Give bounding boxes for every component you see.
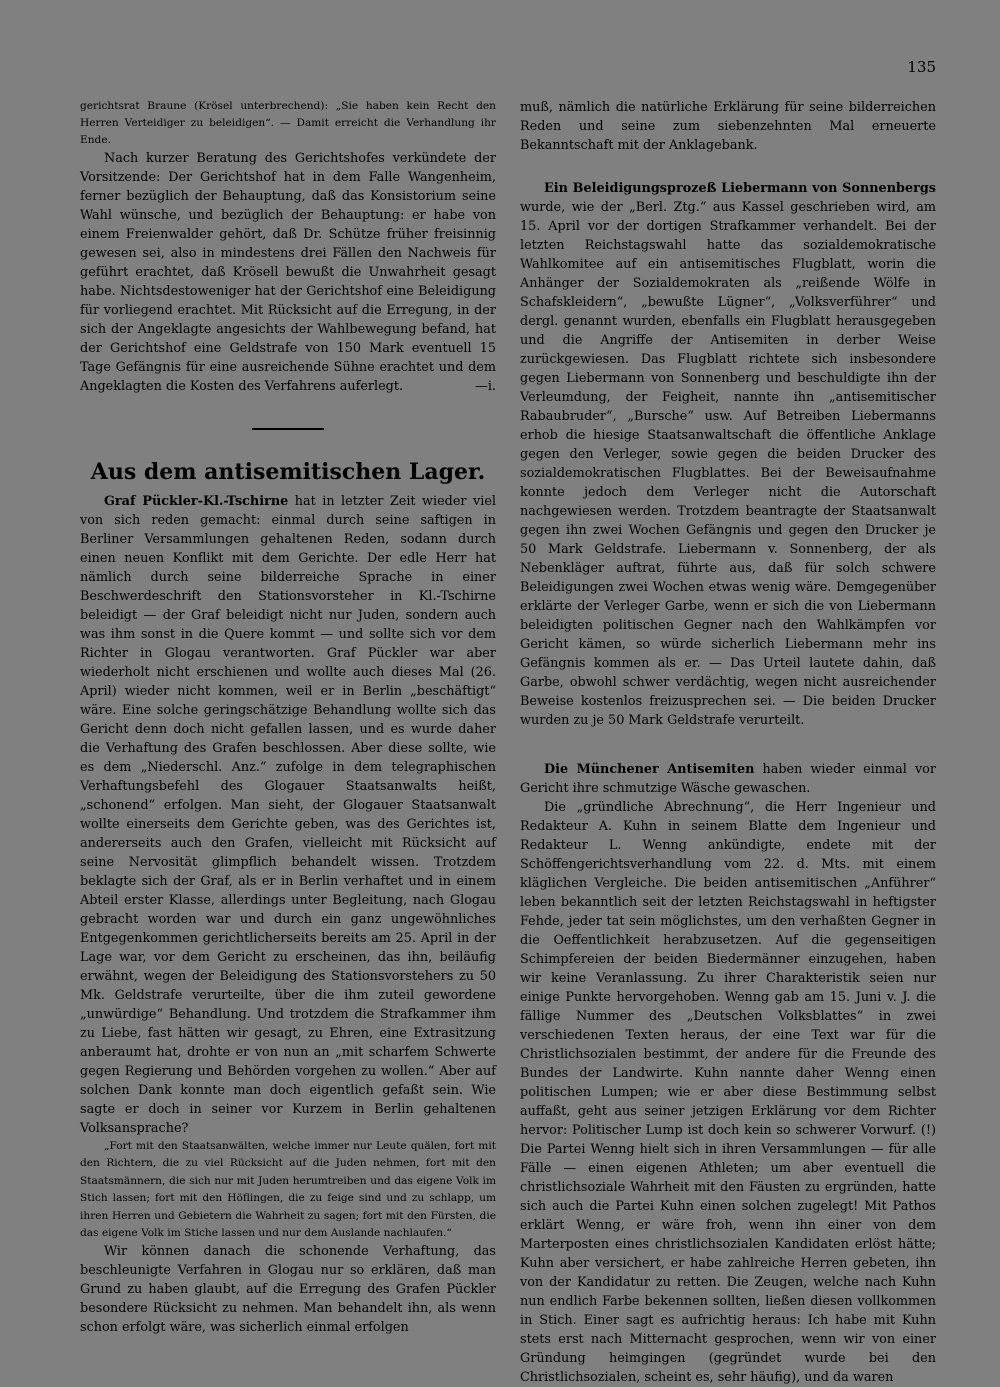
article-paragraph-continued: Wir können danach die schonende Verhaftung, das beschleunigte Verfahren in Glogau nur so erklären, daß man Grund zu haben glaubt, auf die Erregung des Grafen Pückler besondere Rücksicht zu nehmen. Man behandelt ihn, als wenn schon erfolgt wäre, was sicherlich einmal erfolgen [80, 1244, 496, 1336]
speech-quote: „Fort mit den Staatsanwälten, welche immer nur Leute quälen, fort mit den Richtern, die zu viel Rücksicht auf die Juden nehmen, fort mit den Staatsmännern, die sich nur mit Juden herumtreiben und das eigene Volk im Stich lassen; fort mit den Höflingen, die zu feige sind und zu schlapp, um ihren Herren und Gebietern die Wahrheit zu sagen; fort mit den Fürsten, die das eigene Volk im Stiche lassen und nur dem Auslande nachlaufen.“ [80, 1140, 496, 1240]
left-column [80, 98, 496, 1337]
article-lead: Graf Pückler-Kl.-Tschirne [104, 494, 289, 509]
article-text-muenchen: haben wieder einmal vor Gericht ihre schmutzige Wäsche gewaschen. [520, 762, 936, 796]
article-text-liebermann: wurde, wie der „Berl. Ztg.“ aus Kassel geschrieben wird, am 15. April vor der dortigen Strafkammer verhandelt. Bei der letzten Reichstagswahl hatte das sozialdemokratische Wahlkomitee auf ein antisemitisches Flugblatt, worin die Anhänger der Sozialdemokraten als „reißende Wölfe in Schafskleidern“, „bewußte Lügner“, „Volksverführer“ und dergl. genannt wurden, ebenfalls ein Flugblatt herausgegeben und die Angriffe der Antisemiten in derber Weise zurückgewiesen. Das Flugblatt richtete sich insbesondere gegen Liebermann von Sonnenberg und beschuldigte ihn der Verleumdung, der Feigheit, nannte ihn „antisemitischer Rabaubruder“, „Bursche“ usw. Auf Betreiben Liebermanns erhob die hiesige Staatsanwaltschaft die öffentliche Anklage gegen den Verleger, sowie gegen die beiden Drucker des sozialdemokratischen Flugblattes. Bei der Beweisaufnahme konnte jedoch dem Verleger nicht die Autorschaft nachgewiesen werden. Trotzdem beantragte der Staatsanwalt gegen ihn zwei Wochen Gefängnis und gegen den Drucker je 50 Mark Geldstrafe. Liebermann v. Sonnenberg, der als Nebenkläger auftrat, führte aus, daß für solch schwere Beleidigungen zwei Wochen etwas wenig wäre. Demgegenüber erklärte der Verleger Garbe, wenn er sich die von Liebermann beleidigten politischen Gegner nach den Wahlkämpfen vor Gericht kämen, so würde sicherlich Liebermann mehr ins Gefängnis kommen als er. — Das Urteil lautete dahin, daß Garbe, obwohl schwer verdächtig, wegen nicht ausreichender Beweise kostenlos freizusprechen sei. — Die beiden Drucker wurden zu je 50 Mark Geldstrafe verurteilt. [520, 200, 936, 728]
verdict-paragraph [80, 149, 496, 396]
article-paragraph-muenchen [520, 760, 936, 798]
article-text: hat in letzter Zeit wieder viel von sich reden gemacht: einmal durch seine saftigen in Berliner Versammlungen gehaltenen Reden, sodann durch einen neuen Konflikt mit dem Gerichte. Der edle Herr hat nämlich durch seine bilderreiche Sprache in einer Beschwerdeschrift den Stationsvorsteher in Kl.-Tschirne beleidigt — der Graf beleidigt nicht nur Juden, sondern auch was ihm sonst in die Quere kommt — und sollte sich vor dem Richter in Glogau verantworten. Graf Pückler war aber wiederholt nicht erschienen und wollte auch dieses Mal (26. April) wieder nicht kommen, weil er in Berlin „beschäftigt“ wäre. Eine solche geringschätzige Behandlung wollte sich das Gericht denn doch nicht gefallen lassen, und es wurde daher die Verhaftung des Grafen beschlossen. Aber diese sollte, wie es dem „Niederschl. Anz.“ zufolge in dem telegraphischen Verhaftungsbefehl des Glogauer Staatsanwalts heißt, „schonend“ erfolgen. Man sieht, der Glogauer Staatsanwalt wollte einerseits dem Gerichte geben, was des Gerichtes ist, andererseits auch den Grafen, vielleicht mit Rücksicht auf seine Nervosität glimpflich behandelt wissen. Trotzdem beklagte sich der Graf, als er in Berlin verhaftet und in einem Abteil erster Klasse, allerdings unter Begleitung, nach Glogau gebracht worden war und durch ein ganz ungewöhnliches Entgegenkommen gerichtlicherseits bereits am 25. April in der Lage war, vor dem Gericht zu erscheinen, das ihn, beiläufig erwähnt, wegen der Beleidigung des Stationsvorstehers zu 50 Mk. Geldstrafe verurteilte, über die ihm zuteil gewordene „unwürdige“ Behandlung. Und trotzdem die Strafkammer ihm zu Liebe, fast hätten wir gesagt, zu Ehren, eine Extrasitzung anberaumt hat, drohte er von nun an „mit scharfem Schwerte gegen Regierung und Behörden vorgehen zu wollen.“ Aber auf solchen Dank konnte man doch eigentlich gefaßt sein. Wie sagte er doch in seiner vor Kurzem in Berlin gehaltenen Volksansprache? [80, 494, 496, 1136]
article-paragraph-liebermann [520, 179, 936, 730]
article-paragraph [80, 492, 496, 1138]
continued-paragraph: gerichtsrat Braune (Krösel unterbrechend): „Sie haben kein Recht den Herren Verteidiger zu beleidigen“. — Damit erreicht die Verhandlung ihr Ende. [80, 100, 496, 146]
article-lead-liebermann: Ein Beleidigungsprozeß Liebermann von Sonnenbergs [544, 181, 936, 196]
author-signature: —i. [475, 379, 496, 394]
continued-paragraph-right: muß, nämlich die natürliche Erklärung für seine bilderreichen Reden und seine zum siebenzehnten Mal erneuerte Bekanntschaft mit der Anklagebank. [520, 100, 936, 153]
right-column [520, 98, 936, 1387]
article-lead-muenchen: Die Münchener Antisemiten [544, 762, 755, 777]
verdict-text: Nach kurzer Beratung des Gerichtshofes verkündete der Vorsitzende: Der Gerichtshof hat in dem Falle Wangenheim, ferner bezüglich der Behauptung, daß das Konsistorium seine Wahl wünsche, und bezüglich der Behauptung: er habe von einem Freienwalder gehört, daß Dr. Schütze früher freisinnig gewesen sei, also in mindestens drei Fällen den Nachweis für geführt erachtet, daß Krösell bewußt die Unwahrheit gesagt habe. Nichtsdestoweniger hat der Gerichtshof eine Beleidigung für vorliegend erachtet. Mit Rücksicht auf die Erregung, in der sich der Angeklagte angesichts der Wahlbewegung befand, hat der Gerichtshof eine Geldstrafe von 150 Mark eventuell 15 Tage Gefängnis für eine ausreichende Sühne erachtet und dem Angeklagten die Kosten des Verfahrens auferlegt. [80, 151, 496, 394]
section-heading: Aus dem antisemitischen Lager. [90, 459, 486, 485]
page-number: 135 [907, 58, 936, 76]
spacer [520, 730, 936, 760]
section-divider [252, 428, 324, 430]
spacer [520, 155, 936, 179]
article-paragraph-abrechnung: Die „gründliche Abrechnung“, die Herr Ingenieur und Redakteur A. Kuhn in seinem Blatte dem Ingenieur und Redakteur L. Wenng ankündigte, endete mit der Schöffengerichtsverhandlung vom 22. d. Mts. mit einem kläglichen Vergleiche. Die beiden antisemitischen „Anführer“ leben bekanntlich seit der letzten Reichstagswahl in heftigster Fehde, jeder tat sein möglichstes, um den verhaßten Gegner in die Oeffentlichkeit herabzusetzen. Auf die gegenseitigen Schimpfereien der beiden Biedermänner einzugehen, haben wir keine Veranlassung. Zu ihrer Charakteristik seien nur einige Punkte hervorgehoben. Wenng gab am 15. Juni v. J. die fällige Nummer des „Deutschen Volksblattes“ in zwei verschiedenen Texten heraus, der eine Text war für die Christlichsozialen bestimmt, der andere für die Freunde des Bundes der Landwirte. Kuhn nannte daher Wenng einen politischen Lumpen; wie er aber diese Bestimmung selbst auffaßt, geht aus seiner jetzigen Erklärung vor dem Richter hervor: Politischer Lump ist doch kein so schwerer Vorwurf. (!) Die Partei Wenng hielt sich in ihren Versammlungen — für alle Fälle — einen eigenen Athleten; um aber eventuell die christlichsoziale Wahrheit mit den Fäusten zu ergründen, hatte sich auch die Partei Kuhn einen solchen zugelegt! Mit Pathos erklärt Wenng, er wäre froh, wenn ihn einer von dem Marterposten eines christlichsozialen Kandidaten erlöst hätte; Kuhn aber versichert, er habe zahlreiche Herren gebeten, ihn von der Kandidatur zu retten. Die Zeugen, welche nach Kuhn nun endlich Farbe bekennen sollten, ließen diesen vollkommen in Stich. Einer sagt es aufrichtig heraus: Ich habe mit Kuhn stets erst nach Mitternacht gesprochen, wenn wir von einer Gründung heimgingen (gegründet wurde bei den Christlichsozialen, scheint es, sehr häufig), und da waren [520, 800, 936, 1385]
